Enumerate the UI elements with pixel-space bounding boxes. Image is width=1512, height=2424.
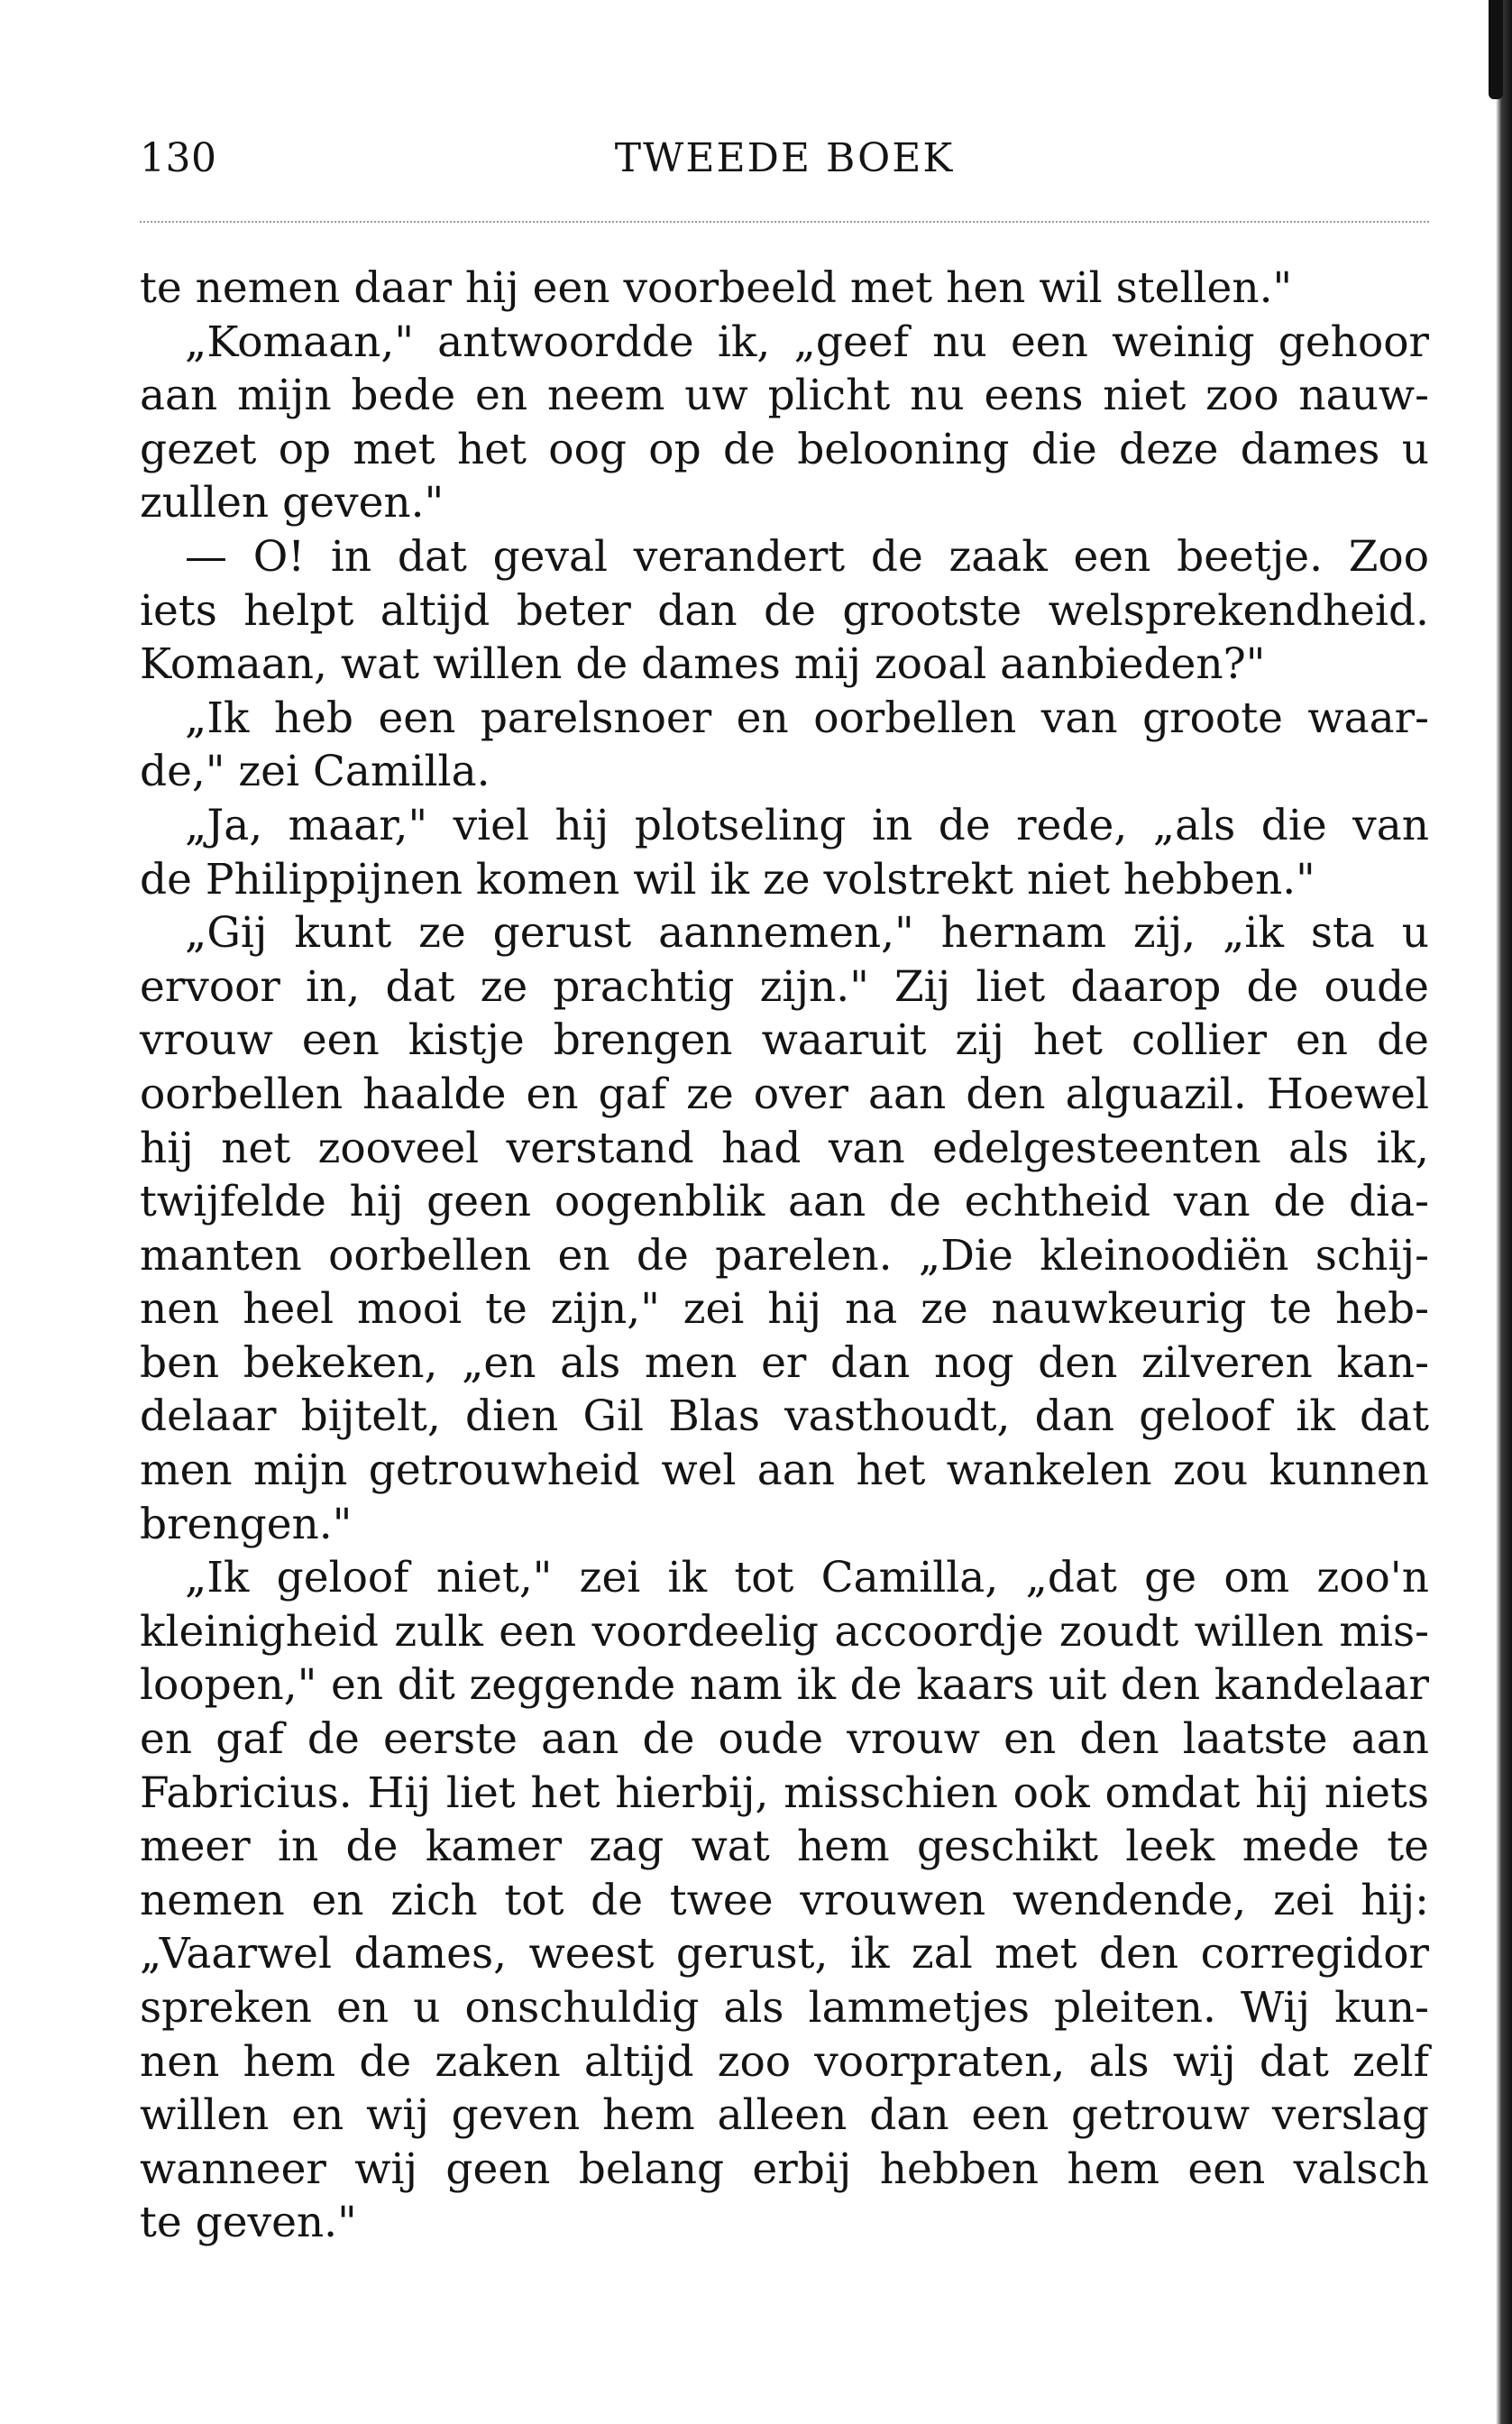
- text-line: twijfelde hij geen oogenblik aan de echtheid van de dia-: [140, 1177, 1429, 1227]
- running-head: TWEEDE BOEK: [614, 135, 955, 181]
- text-line: nemen en zich tot de twee vrouwen wendende, zei hij:: [140, 1875, 1429, 1925]
- text-line: zullen geven.": [140, 478, 444, 528]
- text-line: oorbellen haalde en gaf ze over aan den alguazil. Hoewel: [140, 1069, 1429, 1119]
- text-line: men mijn getrouwheid wel aan het wankelen zou kunnen: [140, 1446, 1429, 1496]
- text-line: manten oorbellen en de parelen. „Die kleinoodiën schij-: [140, 1230, 1429, 1281]
- text-line: iets helpt altijd beter dan de grootste welsprekendheid.: [140, 585, 1429, 636]
- text-line: hij net zooveel verstand had van edelgesteenten als ik,: [140, 1123, 1429, 1173]
- text-line: nen heel mooi te zijn," zei hij na ze nauwkeurig te heb-: [140, 1284, 1429, 1335]
- text-line: aan mijn bede en neem uw plicht nu eens niet zoo nauw-: [140, 371, 1429, 421]
- text-line: vrouw een kistje brengen waaruit zij het collier en de: [140, 1015, 1429, 1066]
- text-line: en gaf de eerste aan de oude vrouw en den laatste aan: [140, 1714, 1429, 1765]
- text-line: ervoor in, dat ze prachtig zijn." Zij liet daarop de oude: [140, 961, 1429, 1012]
- text-line: nen hem de zaken altijd zoo voorpraten, als wij dat zelf: [140, 2036, 1429, 2087]
- page-header: [140, 135, 1429, 198]
- text-line: ben bekeken, „en als men er dan nog den zilveren kan-: [140, 1337, 1429, 1388]
- page-spine-shadow: [1496, 0, 1512, 2424]
- text-line: delaar bijtelt, dien Gil Blas vasthoudt, dan geloof ik dat: [140, 1391, 1429, 1442]
- page-number: 130: [140, 135, 217, 181]
- header-rule: [140, 221, 1429, 223]
- text-line: „Ik heb een parelsnoer en oorbellen van groote waar-: [185, 693, 1429, 743]
- text-line: willen en wij geven hem alleen dan een getrouw verslag: [140, 2090, 1429, 2141]
- text-line: „Ik geloof niet," zei ik tot Camilla, „dat ge om zoo'n: [185, 1553, 1429, 1603]
- text-line: kleinigheid zulk een voordeelig accoordje zoudt willen mis-: [140, 1606, 1429, 1657]
- text-line: gezet op met het oog op de belooning die deze dames u: [140, 424, 1429, 474]
- text-line: — O! in dat geval verandert de zaak een beetje. Zoo: [185, 531, 1429, 582]
- text-line: te geven.": [140, 2198, 357, 2248]
- text-line: wanneer wij geen belang erbij hebben hem een valsch: [140, 2144, 1429, 2194]
- text-line: te nemen daar hij een voorbeeld met hen wil stellen.": [140, 263, 1293, 313]
- text-line: de Philippijnen komen wil ik ze volstrekt niet hebben.": [140, 854, 1315, 904]
- text-line: Fabricius. Hij liet het hierbij, misschien ook omdat hij niets: [140, 1768, 1429, 1818]
- text-line: meer in de kamer zag wat hem geschikt leek mede te: [140, 1822, 1429, 1872]
- text-line: „Ja, maar," viel hij plotseling in de rede, „als die van: [185, 800, 1429, 850]
- text-line: Komaan, wat willen de dames mij zooal aanbieden?": [140, 639, 1266, 690]
- text-line: loopen," en dit zeggende nam ik de kaars uit den kandelaar: [140, 1660, 1429, 1711]
- text-line: „Vaarwel dames, weest gerust, ik zal met den corregidor: [140, 1929, 1429, 1979]
- text-line: „Komaan," antwoordde ik, „geef nu een weinig gehoor: [185, 317, 1429, 367]
- page-edge-mark: [1489, 0, 1503, 99]
- text-line: de," zei Camilla.: [140, 747, 490, 797]
- text-line: spreken en u onschuldig als lammetjes pleiten. Wij kun-: [140, 1983, 1429, 2033]
- text-line: brengen.": [140, 1499, 353, 1549]
- body-text: [140, 262, 1429, 2250]
- text-line: „Gij kunt ze gerust aannemen," hernam zij, „ik sta u: [185, 908, 1429, 959]
